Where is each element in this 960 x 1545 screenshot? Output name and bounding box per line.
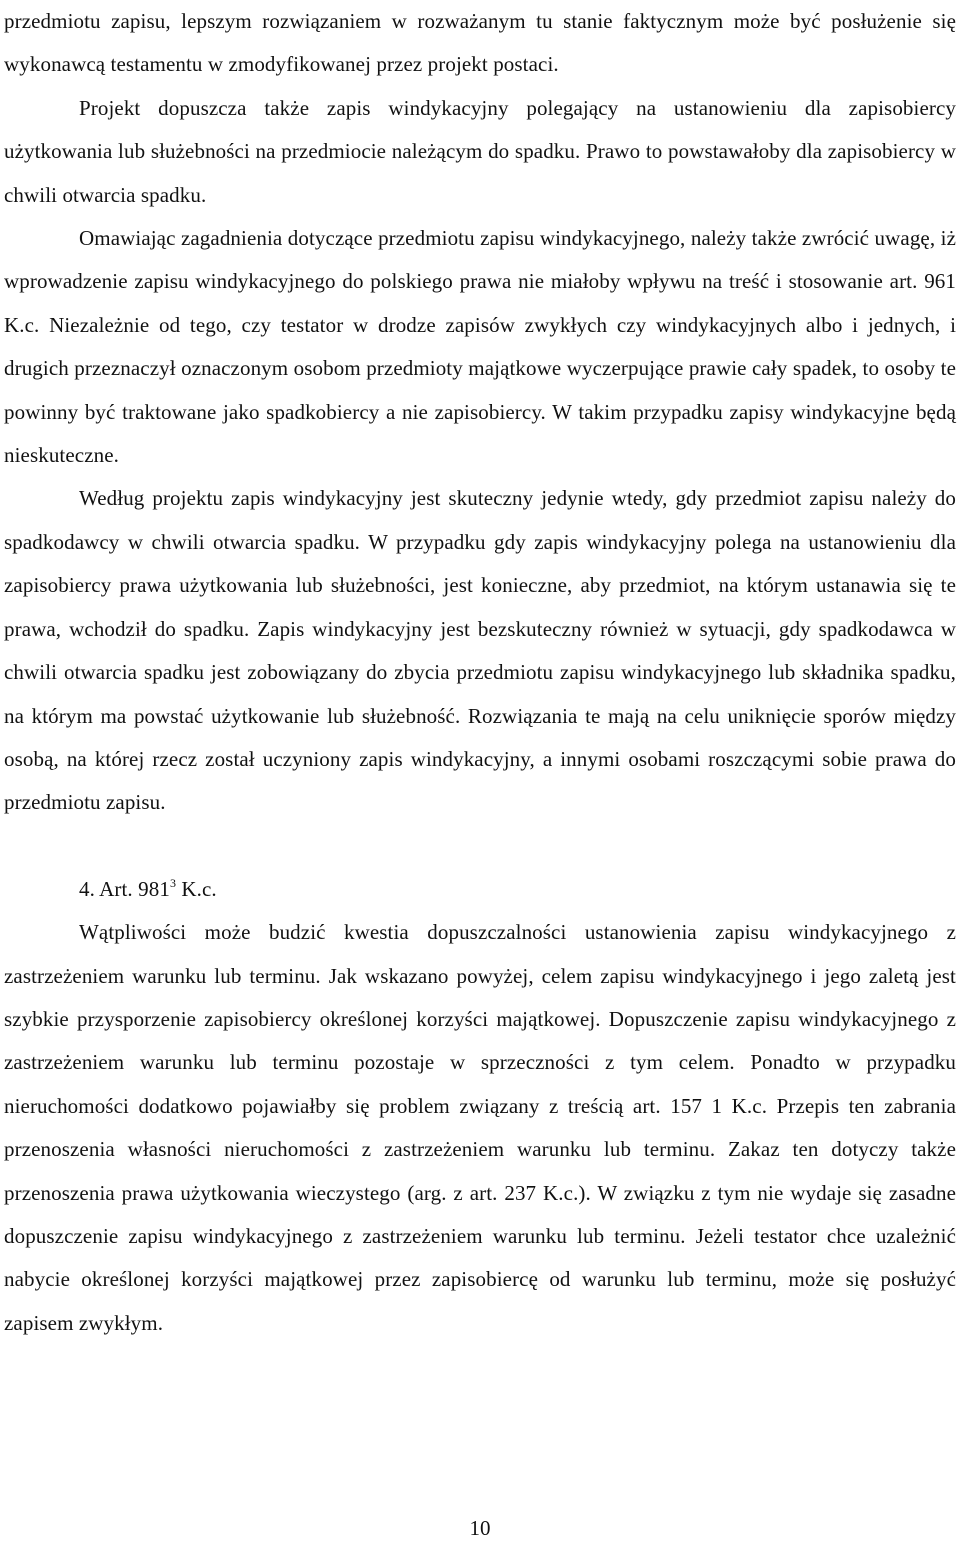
document-body xyxy=(4,0,956,1345)
section-heading-superscript: 3 xyxy=(169,875,177,890)
paragraph-legacy-effectiveness: Według projektu zapis windykacyjny jest skuteczny jedynie wtedy, gdy przedmiot zapisu należy do spadkodawcy w chwili otwarcia spadku. W przypadku gdy zapis windykacyjny polega na ustanowieniu dla zapisobiercy prawa użytkowania lub służebności, jest konieczne, aby przedmiot, na którym ustanawia się te prawa, wchodził do spadku. Zapis windykacyjny jest bezskuteczny również w sytuacji, gdy spadkodawca w chwili otwarcia spadku jest zobowiązany do zbycia przedmiotu zapisu windykacyjnego lub składnika spadku, na którym ma powstać użytkowanie lub służebność. Rozwiązania te mają na celu uniknięcie sporów między osobą, na której rzecz został uczyniony zapis windykacyjny, a innymi osobami roszczącymi sobie prawa do przedmiotu zapisu. xyxy=(4,486,956,815)
page-number: 10 xyxy=(469,1516,491,1540)
paragraph-continuation: przedmiotu zapisu, lepszym rozwiązaniem w rozważanym tu stanie faktycznym może być posłużenie się wykonawcą testamentu w zmodyfikowanej przez projekt postaci. xyxy=(4,9,956,77)
section-heading-suffix: K.c. xyxy=(176,876,217,901)
paragraph-usufruct-legacy: Projekt dopuszcza także zapis windykacyjny polegający na ustanowieniu dla zapisobiercy użytkowania lub służebności na przedmiocie należącym do spadku. Prawo to powstawałoby dla zapisobiercy w chwili otwarcia spadku. xyxy=(4,95,956,207)
paragraph-legacy-subject: Omawiając zagadnienia dotyczące przedmiotu zapisu windykacyjnego, należy także zwrócić uwagę, iż wprowadzenie zapisu windykacyjnego do polskiego prawa nie miałoby wpływu na treść i stosowanie art. 961 K.c. Niezależnie od tego, czy testator w drodze zapisów zwykłych czy windykacyjnych albo i jednych, i drugich przeznaczył oznaczonym osobom przedmioty majątkowe wyczerpujące prawie cały spadek, to osoby te powinny być traktowane jako spadkobiercy a nie zapisobiercy. W takim przypadku zapisy windykacyjne będą nieskuteczne. xyxy=(4,226,956,468)
section-heading-number: 4. Art. 981 xyxy=(79,876,170,901)
section-heading xyxy=(4,868,956,911)
paragraph-conditions-and-terms: Wątpliwości może budzić kwestia dopuszczalności ustanowienia zapisu windykacyjnego z zastrzeżeniem warunku lub terminu. Jak wskazano powyżej, celem zapisu windykacyjnego i jego zaletą jest szybkie przysporzenie zapisobiercy określonej korzyści majątkowej. Dopuszczenie zapisu windykacyjnego z zastrzeżeniem warunku lub terminu pozostaje w sprzeczności z tym celem. Ponadto w przypadku nieruchomości dodatkowo pojawiałby się problem związany z treścią art. 157 1 K.c. Przepis ten zabrania przenoszenia własności nieruchomości z zastrzeżeniem warunku lub terminu. Zakaz ten dotyczy także przenoszenia prawa użytkowania wieczystego (arg. z art. 237 K.c.). W związku z tym nie wydaje się zasadne dopuszczenie zapisu windykacyjnego z zastrzeżeniem warunku lub terminu. Jeżeli testator chce uzależnić nabycie określonej korzyści majątkowej przez zapisobiercę od warunku lub terminu, może się posłużyć zapisem zwykłym. xyxy=(4,920,956,1335)
